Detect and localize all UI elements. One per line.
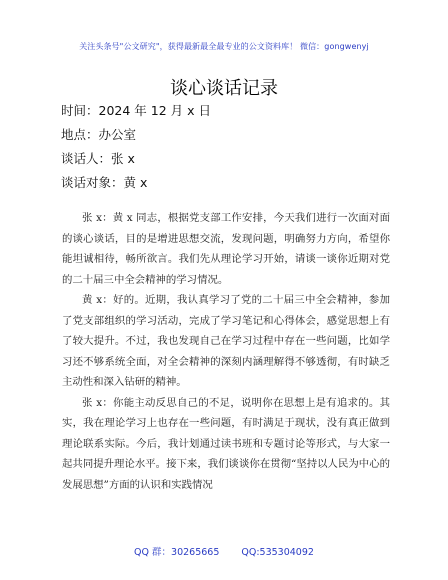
meta-interviewee (61, 173, 147, 191)
meta-place-value: 办公室 (98, 127, 137, 142)
document-title: 谈心谈话记录 (170, 78, 278, 99)
paragraph-1: 张 x：黄 x 同志，根据党支部工作安排，今天我们进行一次面对面的谈心谈话，目的是增进思想交流，发现问题，明确努力方向，希望你能坦诚相待，畅所欲言。我们先从理论学习开始，请谈一谈你近期对党的二十届三中全会精神的学习情况。 (62, 212, 390, 286)
meta-time-value: 2024 年 12 月 x 日 (98, 103, 211, 118)
meta-interviewer (61, 149, 135, 167)
footer-qq: QQ:535304092 (241, 547, 314, 558)
meta-interviewer-label: 谈话人： (61, 151, 112, 166)
meta-interviewer-value: 张 x (111, 151, 135, 166)
meta-place (61, 125, 136, 143)
top-banner: 关注头条号"公文研究"，获得最新最全最专业的公文资料库！ 微信：gongwenyj (79, 42, 369, 51)
meta-interviewee-value: 黄 x (123, 175, 148, 190)
paragraph-2: 黄 x：好的。近期，我认真学习了党的二十届三中全会精神，参加了党支部组织的学习活动，完成了学习笔记和心得体会，感觉思想上有了较大提升。不过，我也发现自己在学习过程中存在一些问题，比如学习还不够系统全面，对全会精神的深刻内涵理解得不够透彻，有时缺乏主动性和深入钻研的精神。 (62, 294, 390, 388)
paragraph-3: 张 x：你能主动反思自己的不足，说明你在思想上是有追求的。其实，我在理论学习上也存在一些问题，有时满足于现状，没有真正做到理论联系实际。今后，我计划通过读书班和专题讨论等形式，与大家一起共同提升理论水平。接下来，我们谈谈你在贯彻“坚持以人民为中心的发展思想”方面的认识和实践情况 (62, 396, 390, 491)
footer-qq-group: QQ 群：30265665 (134, 547, 220, 558)
footer-contact (0, 544, 448, 558)
meta-time-label: 时间： (61, 103, 99, 118)
meta-interviewee-label: 谈话对象： (61, 175, 124, 190)
meta-time (61, 101, 211, 119)
meta-place-label: 地点： (61, 127, 99, 142)
document-body (62, 208, 390, 495)
